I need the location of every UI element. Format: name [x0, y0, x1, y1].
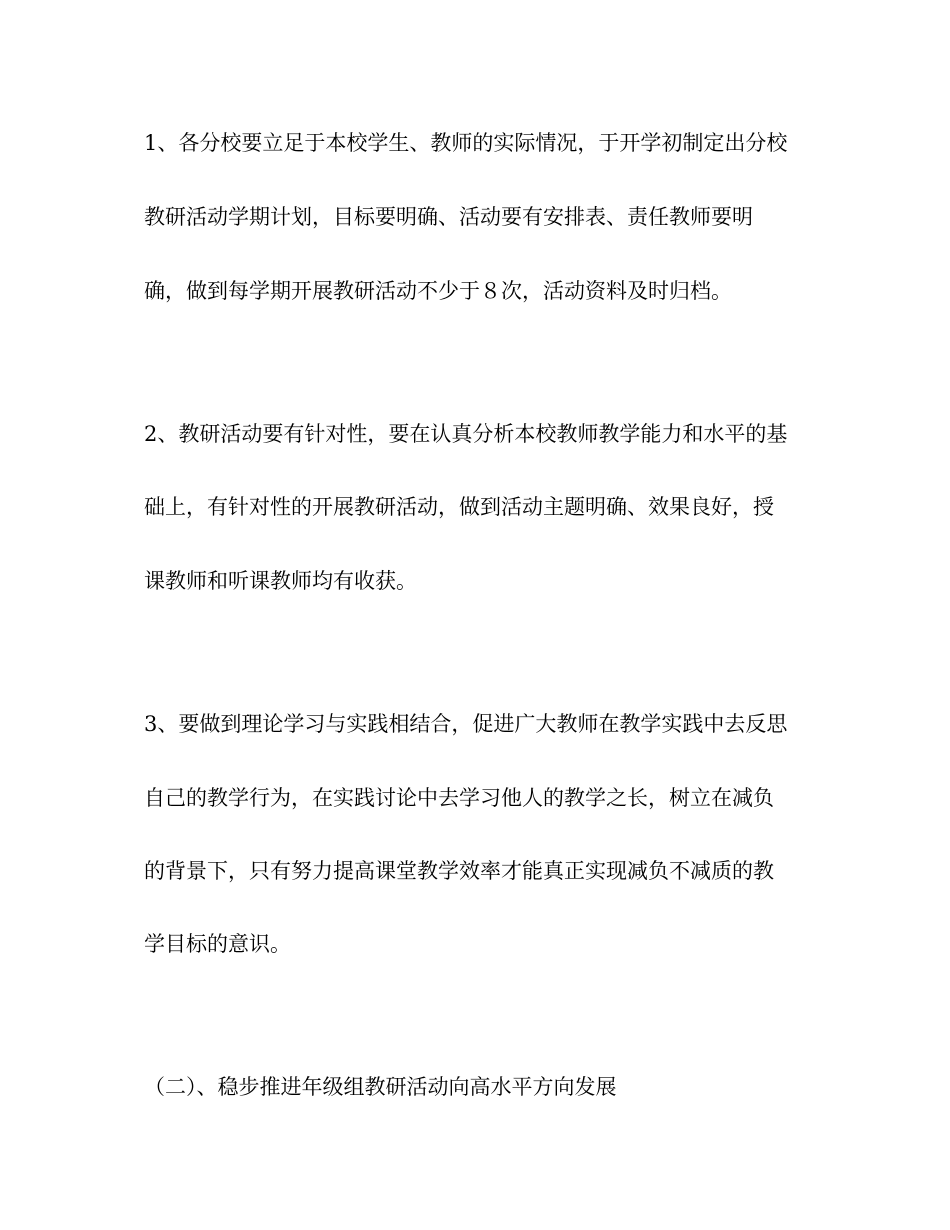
paragraph-3-line-2: 自己的教学行为，在实践讨论中去学习他人的教学之长，树立在减负	[144, 786, 774, 810]
paragraph-1-line-3: 确，做到每学期开展教研活动不少于８次，活动资料及时归档。	[144, 279, 732, 303]
paragraph-1-line-2: 教研活动学期计划，目标要明确、活动要有安排表、责任教师要明	[144, 205, 753, 229]
paragraph-1-line-1: 1、各分校要立足于本校学生、教师的实际情况，于开学初制定出分校	[144, 131, 788, 155]
paragraph-3-line-3: 的背景下，只有努力提高课堂教学效率才能真正实现减负不减质的教	[144, 859, 774, 883]
paragraph-2-line-3: 课教师和听课教师均有收获。	[144, 569, 417, 593]
paragraph-3-line-1: 3、要做到理论学习与实践相结合，促进广大教师在教学实践中去反思	[144, 712, 788, 736]
paragraph-2-line-1: 2、教研活动要有针对性，要在认真分析本校教师教学能力和水平的基	[144, 422, 788, 446]
paragraph-2-line-2: 础上，有针对性的开展教研活动，做到活动主题明确、效果良好，授	[144, 495, 774, 519]
paragraph-3-line-4: 学目标的意识。	[144, 932, 291, 956]
section-heading: （二）、稳步推进年级组教研活动向高水平方向发展	[144, 1075, 617, 1099]
